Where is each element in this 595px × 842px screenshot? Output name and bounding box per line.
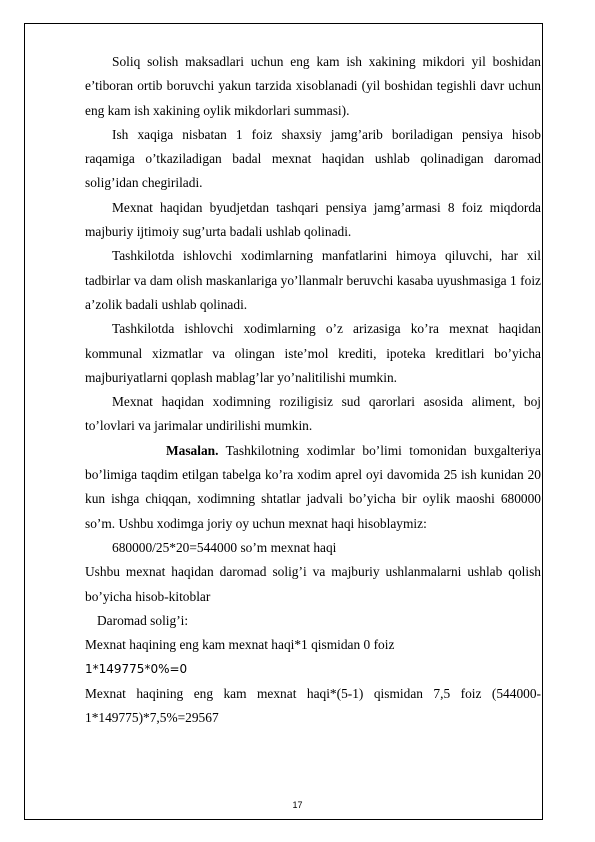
paragraph-trade-union: Tashkilotda ishlovchi xodimlarning manfatlarini himoya qiluvchi, har xil tadbirlar va dam olish maskanlariga yo’llanmalr beruvchi kasaba uyushmasiga 1 foiz a’zolik badali ushlab qolinadi. (85, 248, 541, 312)
example-paragraph (85, 439, 541, 536)
calculation-zero-rate: 1*149775*0%=0 (85, 662, 188, 677)
example-label: Masalan. (166, 442, 219, 458)
paragraph-pension-deduction: Ish xaqiga nisbatan 1 foiz shaxsiy jamg’arib boriladigan pensiya hisob raqamiga o’tkaziladigan badal mexnat haqidan ushlab qolinadigan daromad solig’idan chegiriladi. (85, 126, 541, 191)
example-text: Tashkilotning xodimlar bo’limi tomonidan buxgalteriya bo’limiga taqdim etilgan tabelga ko’ra xodim aprel oyi davomida 25 ish kunidan 20 kun ishga chiqqan, xodimning shtatlar jadvali bo’yicha bir oylik maoshi 680000 so’m. Ushbu xodimga joriy oy uchun mexnat haqi hisoblaymiz: (85, 442, 541, 531)
heading-income-tax: Daromad solig’i: (97, 612, 189, 628)
paragraph-court-deductions: Mexnat haqidan xodimning roziligisiz sud qarorlari asosida aliment, boj to’lovlari va jarimalar undirilishi mumkin. (85, 394, 541, 434)
page-number: 17 (292, 800, 303, 810)
paragraph-calculations-intro: Ushbu mexnat haqidan daromad solig’i va majburiy ushlanmalarni ushlab qolish bo’yicha hisob-kitoblar (85, 564, 541, 604)
paragraph-voluntary-deductions: Tashkilotda ishlovchi xodimlarning o’z arizasiga ko’ra mexnat haqidan kommunal xizmatlar va olingan iste’mol krediti, ipoteka kreditlari bo’yicha majburiyatlarni qoplash mablag’lar yo’nalitilishi mumkin. (85, 321, 541, 385)
line-zero-rate: Mexnat haqining eng kam mexnat haqi*1 qismidan 0 foiz (85, 637, 395, 653)
calculation-rate-7-5: Mexnat haqining eng kam mexnat haqi*(5-1) qismidan 7,5 foiz (544000-1*149775)*7,5%=29567 (85, 685, 541, 726)
paragraph-pension-fund: Mexnat haqidan byudjetdan tashqari pensiya jamg’armasi 8 foiz miqdorda majburiy ijtimoiy sug’urta badali ushlab qolinadi. (85, 199, 541, 240)
calculation-salary: 680000/25*20=544000 so’m mexnat haqi (112, 539, 337, 555)
paragraph-min-wage: Soliq solish maksadlari uchun eng kam ish xakining mikdori yil boshidan e’tiboran ortib boruvchi yakun tarzida xisoblanadi (yil boshidan tegishli davr uchun eng kam ish xakining oylik mikdorlari summasi). (85, 54, 541, 118)
document-body (85, 50, 541, 730)
